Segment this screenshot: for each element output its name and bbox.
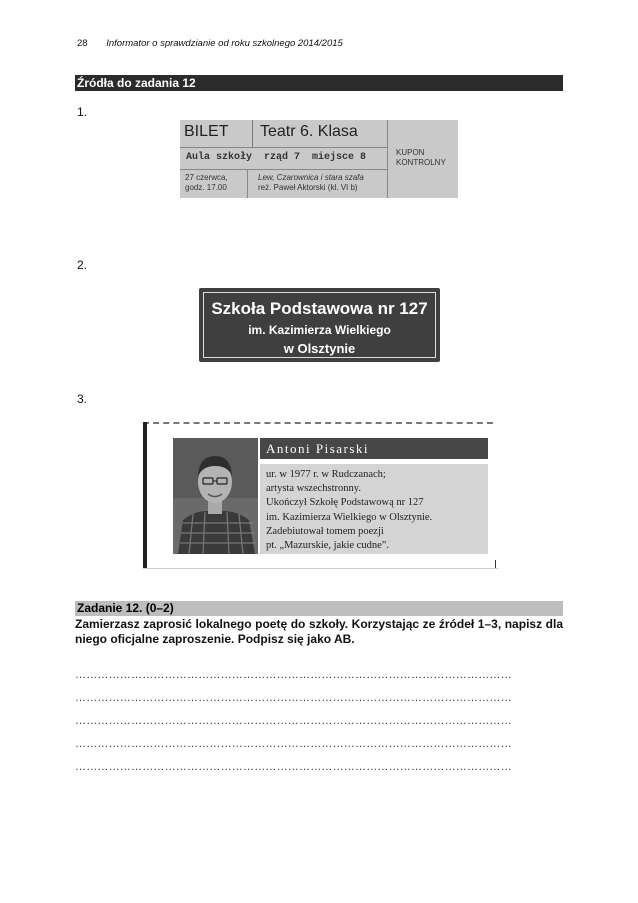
ticket-kupon: [396, 148, 446, 168]
answer-line[interactable]: ………………………………………………………………………………………………………: [75, 715, 512, 727]
bio-line: artysta wszechstronny.: [266, 483, 361, 495]
answer-line[interactable]: ………………………………………………………………………………………………………: [75, 738, 512, 750]
poet-bio-text: [260, 464, 488, 554]
source-number-3: 3.: [77, 392, 88, 406]
answer-line[interactable]: ………………………………………………………………………………………………………: [75, 692, 512, 704]
sign-line-2: im. Kazimierza Wielkiego: [248, 323, 391, 337]
source-number-1: 1.: [77, 105, 88, 119]
ticket-play-info: [258, 173, 364, 193]
page-header: [77, 38, 343, 49]
source-number-2: 2.: [77, 258, 88, 272]
bio-line: im. Kazimierza Wielkiego w Olsztynie.: [266, 511, 433, 523]
answer-line[interactable]: ………………………………………………………………………………………………………: [75, 761, 512, 773]
sign-line-1: Szkoła Podstawowa nr 127: [211, 299, 428, 318]
ticket-date-line-2: godz. 17.00: [185, 183, 227, 192]
ticket-image: [180, 120, 458, 198]
bio-line: ur. w 1977 r. w Rudczanach;: [266, 469, 386, 480]
bio-line: Zadebiutował tomem poezji: [266, 525, 384, 537]
kupon-line-1: KUPON: [396, 148, 425, 157]
ticket-seat: Aula szkoły rząd 7 miejsce 8: [186, 152, 367, 163]
bio-line: pt. „Mazurskie, jakie cudne”.: [266, 540, 390, 552]
header-title: Informator o sprawdzianie od roku szkolnego 2014/2015: [106, 38, 343, 49]
ticket-date-line-1: 27 czerwca,: [185, 173, 228, 182]
ticket-play-line-2: reż. Paweł Aktorski (kl. VI b): [258, 183, 358, 192]
ticket-date: [185, 173, 228, 193]
ticket-play-title: Teatr 6. Klasa: [260, 123, 358, 140]
task-instructions: Zamierzasz zaprosić lokalnego poetę do szkoły. Korzystając ze źródeł 1–3, napisz dla niego oficjalne zaproszenie. Podpisz się jako AB.: [75, 617, 563, 646]
sign-line-3: w Olsztynie: [283, 341, 356, 356]
ticket-bilet: BILET: [184, 123, 229, 140]
school-sign: [199, 288, 440, 362]
task-heading: Zadanie 12. (0–2): [75, 601, 563, 616]
poet-bio-card: [143, 422, 498, 570]
bio-line: Ukończył Szkołę Podstawową nr 127: [266, 497, 424, 509]
page-number: 28: [77, 38, 88, 49]
ticket-play-line-1: Lew, Czarownica i stara szafa: [258, 173, 364, 182]
poet-photo: [173, 438, 258, 554]
kupon-line-2: KONTROLNY: [396, 158, 446, 167]
poet-name: Antoni Pisarski: [260, 438, 488, 459]
answer-line[interactable]: ………………………………………………………………………………………………………: [75, 669, 512, 681]
sources-heading: Źródła do zadania 12: [75, 75, 563, 91]
